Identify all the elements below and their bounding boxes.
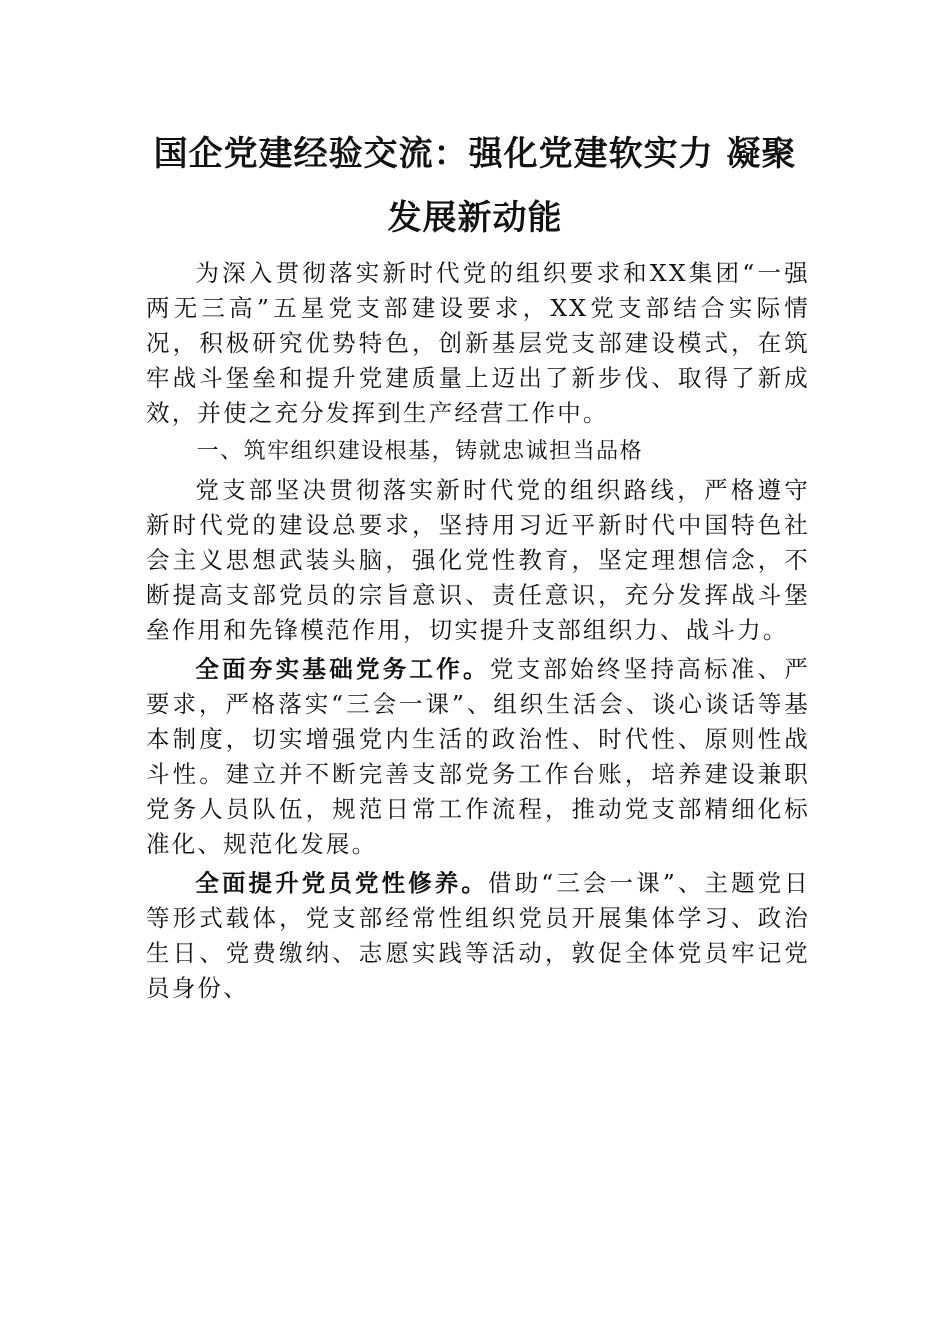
item-1-paragraph [146,652,810,862]
item-2-paragraph [146,866,810,1006]
document-title [120,124,830,248]
item-2-text: 借助“三会一课”、主题党日等形式载体，党支部经常性组织党员开展集体学习、政治生日、党费缴纳、志愿实践等活动，敦促全体党员牢记党员身份、 [146,869,810,1002]
intro-paragraph: 为深入贯彻落实新时代党的组织要求和XX集团“一强两无三高”五星党支部建设要求，XX党支部结合实际情况，积极研究优势特色，创新基层党支部建设模式，在筑牢战斗堡垒和提升党建质量上迈出了新步伐、取得了新成效，并使之充分发挥到生产经营工作中。 [146,259,810,427]
item-2-lead: 全面提升党员党性修养。 [195,869,488,897]
item-1-text: 党支部始终坚持高标准、严要求，严格落实“三会一课”、组织生活会、谈心谈话等基本制度，切实增强党内生活的政治性、时代性、原则性战斗性。建立并不断完善支部党务工作台账，培养建设兼职党务人员队伍，规范日常工作流程，推动党支部精细化标准化、规范化发展。 [146,655,811,858]
item-1-lead: 全面夯实基础党务工作。 [195,655,490,683]
title-line-2: 发展新动能 [387,198,563,238]
title-line-1: 国企党建经验交流：强化党建软实力 凝聚 [153,134,797,174]
document-body [146,256,810,1006]
section-1-paragraph: 党支部坚决贯彻落实新时代党的组织路线，严格遵守新时代党的建设总要求，坚持用习近平新时代中国特色社会主义思想武装头脑，强化党性教育，坚定理想信念，不断提高支部党员的宗旨意识、责任意识，充分发挥战斗堡垒作用和先锋模范作用，切实提升支部组织力、战斗力。 [146,476,810,644]
section-heading-1: 一、筑牢组织建设根基，铸就忠诚担当品格 [196,439,644,464]
